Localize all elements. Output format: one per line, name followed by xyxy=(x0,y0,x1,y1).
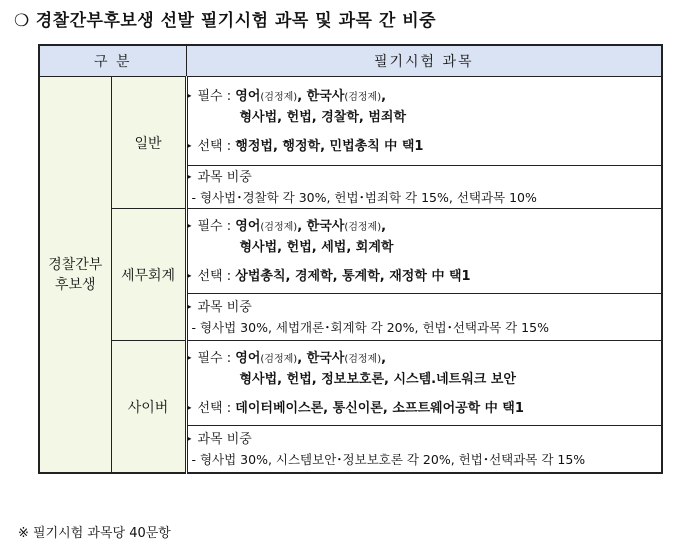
subject-note: (검정제) xyxy=(260,221,298,233)
subjects-cell xyxy=(186,341,662,426)
track-name: 일반 xyxy=(111,77,186,209)
weight-text: - 형사법 30%, 세법개론･회계학 각 20%, 헌법･선택과목 각 15% xyxy=(191,319,549,335)
elective-subjects: 상법총칙, 경제학, 통계학, 재정학 xyxy=(235,268,427,284)
required-rest: 형사법, 헌법, 세법, 회계학 xyxy=(239,239,394,255)
header-category: 구 분 xyxy=(39,45,186,77)
weight-title-line xyxy=(188,167,662,188)
required-subject: , xyxy=(381,350,387,366)
subject-note: (검정제) xyxy=(344,91,382,103)
subjects-cell xyxy=(186,77,662,166)
required-label: 필수 : xyxy=(197,350,236,366)
footnote: ※ 필기시험 과목당 40문항 xyxy=(18,526,171,541)
required-line xyxy=(188,216,662,238)
page-title xyxy=(14,6,436,31)
title-text: 경찰간부후보생 선발 필기시험 과목 및 과목 간 비중 xyxy=(35,11,437,31)
weight-text: - 형사법･경찰학 각 30%, 헌법･범죄학 각 15%, 선택과목 10% xyxy=(191,189,537,205)
subjects-cell xyxy=(186,209,662,294)
weight-cell xyxy=(186,426,662,474)
elective-label: 선택 : xyxy=(197,400,236,416)
required-label: 필수 : xyxy=(197,218,236,234)
elective-line xyxy=(188,136,662,157)
triangle-bullet-icon: ▸ xyxy=(187,220,192,230)
required-subject: , 한국사 xyxy=(297,218,345,234)
category-cell: 경찰간부 후보생 xyxy=(39,77,111,474)
required-subject: , 한국사 xyxy=(297,350,345,366)
elective-line xyxy=(188,266,662,287)
track-row xyxy=(39,77,662,166)
header-subjects: 필기시험 과목 xyxy=(186,45,662,77)
required-rest: 형사법, 헌법, 정보보호론, 시스템.네트워크 보안 xyxy=(239,371,516,387)
triangle-bullet-icon: ▸ xyxy=(187,270,192,280)
required-subject: , xyxy=(381,218,387,234)
triangle-bullet-icon: ▸ xyxy=(187,402,192,412)
required-subject: , 한국사 xyxy=(297,88,345,104)
subject-note: (검정제) xyxy=(344,353,382,365)
pick-one: 中 택1 xyxy=(426,268,471,284)
elective-label: 선택 : xyxy=(197,268,236,284)
required-line xyxy=(188,86,662,108)
weight-title: 과목 비중 xyxy=(197,299,252,315)
weight-title: 과목 비중 xyxy=(197,169,252,185)
subject-note: (검정제) xyxy=(260,91,298,103)
circle-bullet-icon: ❍ xyxy=(14,11,30,31)
weight-title-line xyxy=(188,429,662,450)
track-name: 세무회계 xyxy=(111,209,186,341)
track-name: 사이버 xyxy=(111,341,186,474)
required-subject: 영어 xyxy=(235,88,261,104)
pick-one: 中 택1 xyxy=(379,138,424,154)
triangle-bullet-icon: ▸ xyxy=(187,433,192,443)
track-row xyxy=(39,209,662,294)
required-line xyxy=(188,348,662,370)
track-row xyxy=(39,341,662,426)
triangle-bullet-icon: ▸ xyxy=(187,90,192,100)
weight-cell xyxy=(186,294,662,341)
elective-label: 선택 : xyxy=(197,138,236,154)
required-subject: , xyxy=(381,88,387,104)
weight-title: 과목 비중 xyxy=(197,431,252,447)
required-subject: 영어 xyxy=(235,218,261,234)
triangle-bullet-icon: ▸ xyxy=(187,171,192,181)
pick-one: 中 택1 xyxy=(480,400,524,416)
triangle-bullet-icon: ▸ xyxy=(187,301,192,311)
subjects-table xyxy=(38,44,663,474)
triangle-bullet-icon: ▸ xyxy=(187,140,192,150)
subject-note: (검정제) xyxy=(344,221,382,233)
required-label: 필수 : xyxy=(197,88,236,104)
required-subject: 영어 xyxy=(235,350,261,366)
elective-line xyxy=(188,398,662,419)
required-rest: 형사법, 헌법, 경찰학, 범죄학 xyxy=(239,109,407,125)
weight-text: - 형사법 30%, 시스템보안･정보보호론 각 20%, 헌법･선택과목 각 15% xyxy=(191,451,586,467)
weight-cell xyxy=(186,166,662,209)
elective-subjects: 행정법, 행정학, 민법총칙 xyxy=(235,138,380,154)
triangle-bullet-icon: ▸ xyxy=(187,352,192,362)
header-row xyxy=(39,45,662,77)
weight-title-line xyxy=(188,297,662,318)
elective-subjects: 데이터베이스론, 통신이론, 소프트웨어공학 xyxy=(235,400,481,416)
subject-note: (검정제) xyxy=(260,353,298,365)
